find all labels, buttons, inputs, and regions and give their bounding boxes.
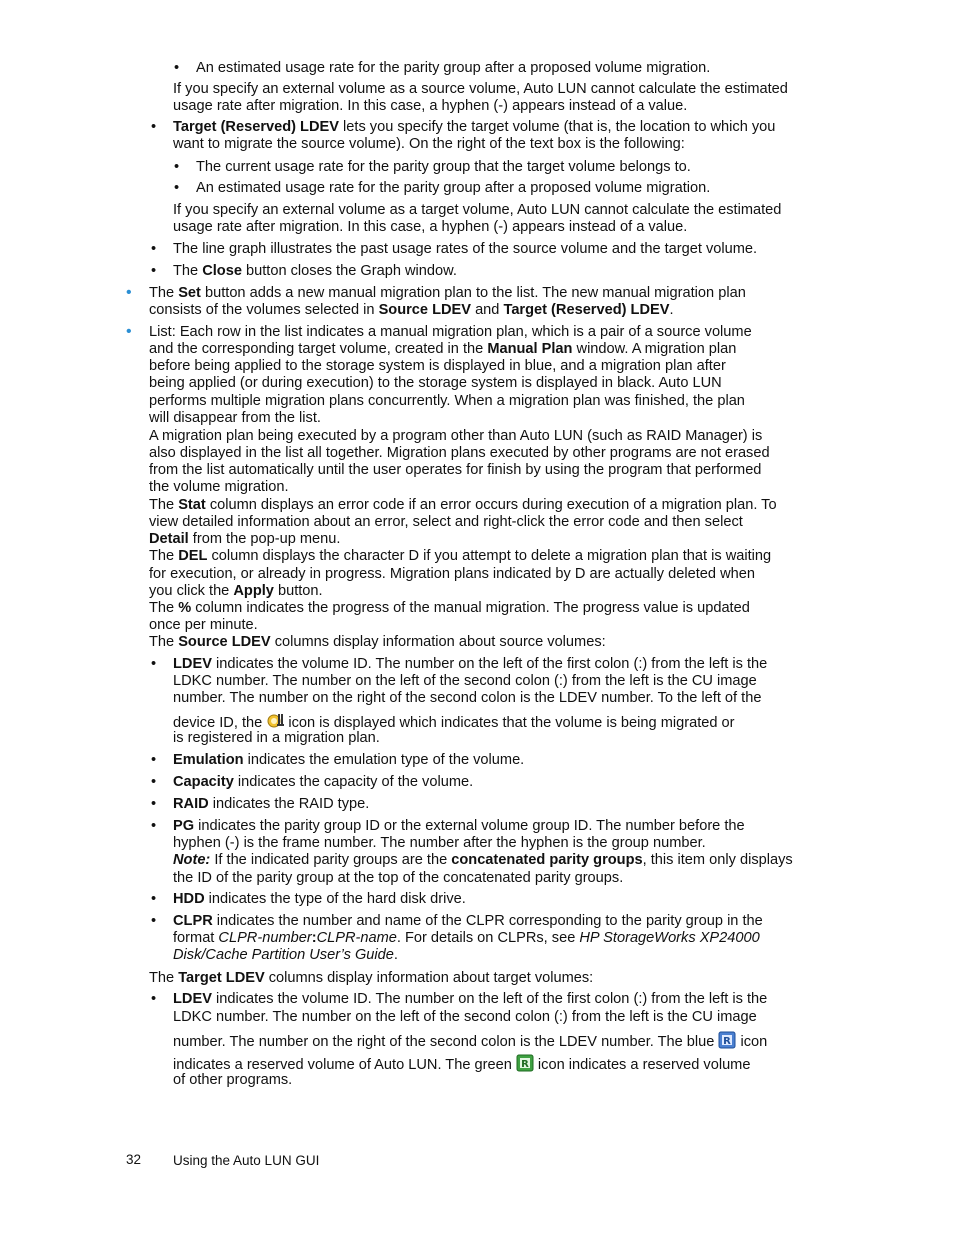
- text-line: HDD indicates the type of the hard disk drive.: [173, 891, 466, 907]
- migration-icon: [266, 712, 284, 730]
- text-line: The % column indicates the progress of the manual migration. The progress value is updated: [149, 600, 750, 616]
- text-line: indicates a reserved volume of Auto LUN. The green R icon indicates a reserved volume: [173, 1054, 750, 1074]
- reserved-volume-green-icon: [516, 1054, 534, 1072]
- text-line: If you specify an external volume as a source volume, Auto LUN cannot calculate the estimated: [173, 81, 788, 97]
- text-line: and the corresponding target volume, created in the Manual Plan window. A migration plan: [149, 341, 737, 357]
- note-line: Note: If the indicated parity groups are the concatenated parity groups, this item only displays: [173, 852, 793, 868]
- text-line: RAID indicates the RAID type.: [173, 796, 370, 812]
- text-line: consists of the volumes selected in Source LDEV and Target (Reserved) LDEV.: [149, 302, 674, 318]
- bullet: •: [151, 796, 157, 812]
- text-line: the ID of the parity group at the top of the concatenated parity groups.: [173, 870, 624, 886]
- text-line: device ID, the icon is displayed which indicates that the volume is being migrated or: [173, 712, 735, 732]
- text-line: Target (Reserved) LDEV lets you specify the target volume (that is, the location to which you: [173, 119, 776, 135]
- bullet: •: [151, 891, 157, 907]
- text-line: number. The number on the right of the second colon is the LDEV number. To the left of the: [173, 690, 762, 706]
- page-number: 32: [126, 1152, 142, 1167]
- text-line: List: Each row in the list indicates a manual migration plan, which is a pair of a source volume: [149, 324, 752, 340]
- text-line: If you specify an external volume as a target volume, Auto LUN cannot calculate the estimated: [173, 202, 782, 218]
- text-line: format CLPR-number:CLPR-name. For details on CLPRs, see HP StorageWorks XP24000: [173, 930, 760, 946]
- bullet: •: [151, 263, 157, 279]
- text-line: The Source LDEV columns display information about source volumes:: [149, 634, 606, 650]
- bullet: •: [151, 774, 157, 790]
- text-line: being applied (or during execution) to the storage system is displayed in black. Auto LUN: [149, 375, 722, 391]
- blue-bullet: •: [126, 323, 132, 340]
- text-line: number. The number on the right of the second colon is the LDEV number. The blue R icon: [173, 1031, 767, 1051]
- text-line: usage rate after migration. In this case, a hyphen (-) appears instead of a value.: [173, 219, 688, 235]
- bullet: •: [151, 241, 157, 257]
- text-line: usage rate after migration. In this case, a hyphen (-) appears instead of a value.: [173, 98, 688, 114]
- text-line: also displayed in the list all together. Migration plans executed by other programs are not erased: [149, 445, 770, 461]
- text-line: CLPR indicates the number and name of the CLPR corresponding to the parity group in the: [173, 913, 763, 929]
- svg-text:R: R: [521, 1059, 529, 1070]
- bullet: •: [151, 656, 157, 672]
- text-line: LDEV indicates the volume ID. The number on the left of the first colon (:) from the left is the: [173, 656, 768, 672]
- text-line: An estimated usage rate for the parity group after a proposed volume migration.: [196, 60, 711, 76]
- bullet: •: [151, 913, 157, 929]
- text-line: Detail from the pop-up menu.: [149, 531, 341, 547]
- bullet: •: [151, 752, 157, 768]
- text-line: performs multiple migration plans concurrently. When a migration plan was finished, the plan: [149, 393, 745, 409]
- text-line: The current usage rate for the parity group that the target volume belongs to.: [196, 159, 691, 175]
- text-line: The Close button closes the Graph window.: [173, 263, 457, 279]
- text-line: view detailed information about an error, select and right-click the error code and then select: [149, 514, 743, 530]
- text-line: the volume migration.: [149, 479, 289, 495]
- text-line: LDKC number. The number on the left of the second colon (:) from the left is the CU image: [173, 1009, 757, 1025]
- text-line: Disk/Cache Partition User’s Guide.: [173, 947, 398, 963]
- footer-section-title: Using the Auto LUN GUI: [173, 1153, 320, 1168]
- bullet: •: [174, 60, 180, 76]
- svg-text:R: R: [723, 1036, 732, 1047]
- bullet: •: [174, 180, 180, 196]
- text-line: The Set button adds a new manual migration plan to the list. The new manual migration plan: [149, 285, 746, 301]
- text-line: PG indicates the parity group ID or the external volume group ID. The number before the: [173, 818, 745, 834]
- text-line: from the list automatically until the user operates for finish by using the program that performed: [149, 462, 762, 478]
- text-line: is registered in a migration plan.: [173, 730, 380, 746]
- text-line: The Target LDEV columns display information about target volumes:: [149, 970, 594, 986]
- text-line: The line graph illustrates the past usage rates of the source volume and the target volume.: [173, 241, 758, 257]
- text-line: The Stat column displays an error code if an error occurs during execution of a migration plan. To: [149, 497, 777, 513]
- text-line: hyphen (-) is the frame number. The number after the hyphen is the group number.: [173, 835, 706, 851]
- text-line: Capacity indicates the capacity of the volume.: [173, 774, 474, 790]
- text-line: LDKC number. The number on the left of the second colon (:) from the left is the CU image: [173, 673, 757, 689]
- text-line: An estimated usage rate for the parity group after a proposed volume migration.: [196, 180, 711, 196]
- text-line: The DEL column displays the character D if you attempt to delete a migration plan that is waiting: [149, 548, 772, 564]
- reserved-volume-blue-icon: [718, 1031, 736, 1049]
- text-line: of other programs.: [173, 1072, 293, 1088]
- bullet: •: [151, 119, 157, 135]
- text-line: before being applied to the storage system is displayed in blue, and a migration plan after: [149, 358, 726, 374]
- bullet: •: [174, 159, 180, 175]
- text-line: for execution, or already in progress. Migration plans indicated by D are actually deleted when: [149, 566, 755, 582]
- text-line: want to migrate the source volume). On the right of the text box is the following:: [173, 136, 685, 152]
- text-line: will disappear from the list.: [149, 410, 321, 426]
- blue-bullet: •: [126, 284, 132, 301]
- text-line: A migration plan being executed by a program other than Auto LUN (such as RAID Manager) is: [149, 428, 763, 444]
- text-line: Emulation indicates the emulation type of the volume.: [173, 752, 525, 768]
- text-line: LDEV indicates the volume ID. The number on the left of the first colon (:) from the left is the: [173, 991, 768, 1007]
- text-line: once per minute.: [149, 617, 258, 633]
- bullet: •: [151, 818, 157, 834]
- text-line: you click the Apply button.: [149, 583, 323, 599]
- bullet: •: [151, 991, 157, 1007]
